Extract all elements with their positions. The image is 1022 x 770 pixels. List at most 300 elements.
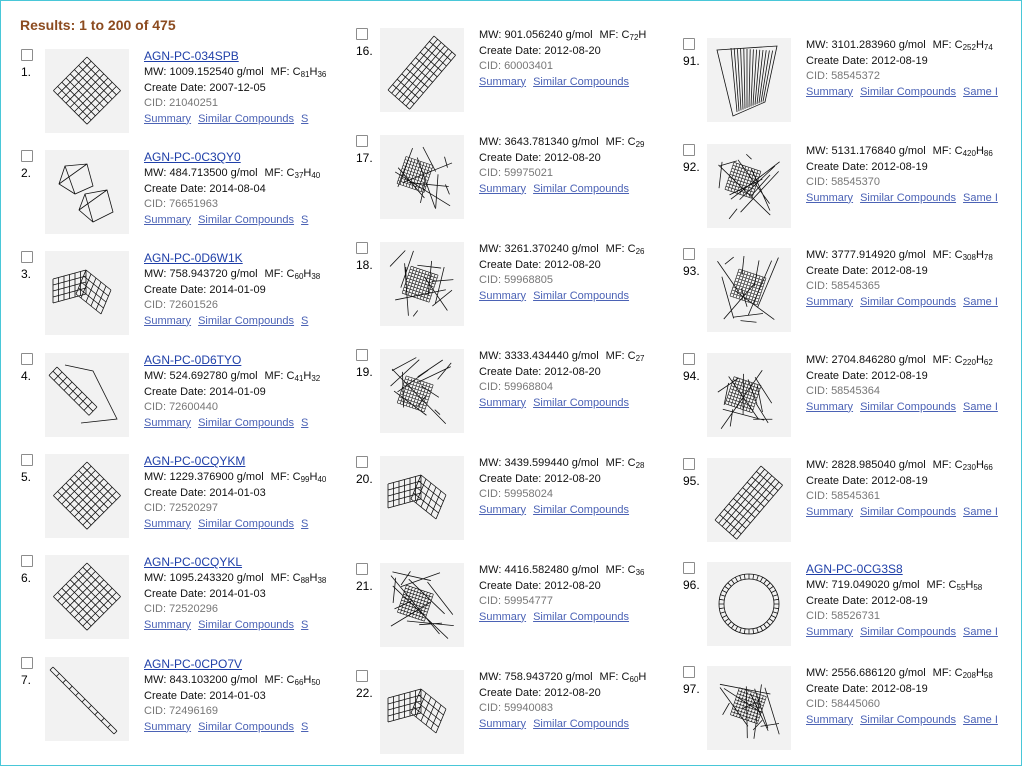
select-checkbox[interactable] [356, 563, 368, 575]
create-date: 2012-08-19 [871, 264, 928, 277]
cid-value: 59968804 [504, 381, 554, 393]
mw-label: MW: [479, 671, 505, 683]
result-number: 97. [683, 682, 700, 696]
result-record [356, 135, 686, 235]
result-record [356, 456, 686, 556]
molecular-weight: 758.943720 g/mol [504, 671, 593, 683]
record-info [806, 458, 998, 520]
mw-label: MW: [806, 354, 832, 366]
structure-thumbnail[interactable] [707, 38, 791, 122]
structure-thumbnail[interactable] [380, 135, 464, 219]
summary-link[interactable]: Summary [144, 213, 192, 226]
molecule-structure-image [380, 349, 464, 433]
similar-link[interactable]: Similar Compounds [860, 295, 957, 308]
cid-value: 58545361 [831, 490, 881, 502]
similar-link[interactable]: Similar Compounds [860, 625, 957, 638]
summary-link[interactable]: Summary [806, 713, 854, 726]
mf-label: MF: [605, 243, 628, 255]
result-number: 92. [683, 160, 700, 174]
summary-link[interactable]: Summary [144, 314, 192, 327]
mf-label: MF: [605, 350, 628, 362]
molecular-weight: 901.056240 g/mol [504, 29, 593, 41]
mw-label: MW: [806, 459, 832, 471]
record-links [144, 314, 316, 330]
molecular-weight: 843.103200 g/mol [169, 674, 258, 686]
record-links [479, 75, 640, 91]
molecular-formula: $C_{220}H_{62}$ [954, 354, 993, 367]
create-date: 2012-08-19 [871, 474, 928, 487]
result-number: 93. [683, 264, 700, 278]
cid-line: CID: 58445060 [806, 698, 881, 710]
mf-label: MF: [264, 167, 287, 179]
similar-link[interactable]: Similar Compounds [533, 717, 630, 730]
summary-link[interactable]: Summary [806, 295, 854, 308]
record-info [144, 454, 327, 532]
cid-value: 72496169 [169, 705, 219, 717]
molecule-structure-image [380, 670, 464, 754]
select-checkbox[interactable] [356, 135, 368, 147]
mw-label: MW: [806, 579, 832, 591]
mf-label: MF: [599, 29, 622, 41]
molecular-weight: 719.049020 g/mol [831, 579, 920, 591]
select-checkbox[interactable] [683, 144, 695, 156]
cid-line: CID: 58545364 [806, 385, 881, 397]
mw-mf-line [806, 458, 993, 474]
select-checkbox[interactable] [683, 248, 695, 260]
summary-link[interactable]: Summary [806, 191, 854, 204]
result-number: 18. [356, 258, 373, 272]
mf-label: MF: [926, 579, 949, 591]
result-record [683, 144, 1013, 244]
mw-label: MW: [144, 167, 170, 179]
result-number: 21. [356, 579, 373, 593]
molecule-structure-image [380, 242, 464, 326]
s-link[interactable]: S [301, 112, 309, 125]
select-checkbox[interactable] [21, 657, 33, 669]
structure-thumbnail[interactable] [45, 657, 129, 741]
molecule-structure-image [380, 456, 464, 540]
select-checkbox[interactable] [356, 242, 368, 254]
same-link[interactable]: Same I [963, 295, 998, 308]
cid-value: 58445060 [831, 698, 881, 710]
structure-thumbnail[interactable] [707, 666, 791, 750]
molecular-weight: 2556.686120 g/mol [831, 667, 926, 679]
cid-line: CID: 58545372 [806, 70, 881, 82]
mw-label: MW: [479, 564, 505, 576]
similar-link[interactable]: Similar Compounds [198, 112, 295, 125]
cid-value: 59975021 [504, 167, 554, 179]
molecular-formula: $C_{420}H_{86}$ [954, 145, 993, 158]
cid-line: CID: 58526731 [806, 610, 881, 622]
cid-value: 58545364 [831, 385, 881, 397]
similar-link[interactable]: Similar Compounds [533, 396, 630, 409]
molecule-structure-image [45, 49, 129, 133]
cid-line: CID: 59968804 [479, 381, 554, 393]
similar-link[interactable]: Similar Compounds [533, 503, 630, 516]
select-checkbox[interactable] [356, 349, 368, 361]
cid-value: 59954777 [504, 595, 554, 607]
select-checkbox[interactable] [683, 666, 695, 678]
structure-thumbnail[interactable] [45, 150, 129, 234]
select-checkbox[interactable] [21, 251, 33, 263]
molecule-structure-image [707, 144, 791, 228]
structure-thumbnail[interactable] [380, 456, 464, 540]
molecular-formula: $C_{41}H_{32}$ [286, 370, 321, 383]
summary-link[interactable]: Summary [144, 112, 192, 125]
record-info [806, 248, 998, 310]
create-date: 2012-08-20 [544, 258, 601, 271]
molecular-weight: 3777.914920 g/mol [831, 249, 926, 261]
mf-label: MF: [932, 39, 955, 51]
similar-link[interactable]: Similar Compounds [860, 505, 957, 518]
similar-link[interactable]: Similar Compounds [198, 720, 295, 733]
record-info [479, 563, 645, 625]
summary-link[interactable]: Summary [144, 720, 192, 733]
mw-mf-line [144, 571, 327, 587]
summary-link[interactable]: Summary [479, 610, 527, 623]
result-record [21, 353, 351, 453]
same-link[interactable]: Same I [963, 400, 998, 413]
mw-mf-line [479, 242, 645, 258]
molecular-weight: 524.692780 g/mol [169, 370, 258, 382]
mf-label: MF: [599, 671, 622, 683]
result-record [356, 670, 686, 770]
result-record [683, 458, 1013, 558]
record-info [144, 251, 321, 329]
molecular-formula: $C_{36}$ [627, 564, 645, 577]
mw-label: MW: [479, 350, 505, 362]
structure-thumbnail[interactable] [45, 555, 129, 639]
cid-value: 76651963 [169, 198, 219, 210]
mw-mf-line [479, 135, 645, 151]
molecular-weight: 1009.152540 g/mol [169, 66, 264, 78]
summary-link[interactable]: Summary [806, 505, 854, 518]
similar-link[interactable]: Similar Compounds [860, 191, 957, 204]
mw-mf-line [144, 166, 321, 182]
select-checkbox[interactable] [683, 562, 695, 574]
select-checkbox[interactable] [21, 454, 33, 466]
summary-link[interactable]: Summary [806, 400, 854, 413]
same-link[interactable]: Same I [963, 191, 998, 204]
select-checkbox[interactable] [356, 670, 368, 682]
result-record [21, 49, 351, 149]
molecular-weight: 3261.370240 g/mol [504, 243, 599, 255]
similar-link[interactable]: Similar Compounds [533, 75, 630, 88]
cid-line: CID: 58545365 [806, 280, 881, 292]
cid-value: 72520297 [169, 502, 219, 514]
mw-label: MW: [806, 39, 832, 51]
cid-line: CID: 72601526 [144, 299, 219, 311]
same-link[interactable]: Same I [963, 85, 998, 98]
result-record [683, 666, 1013, 766]
mw-mf-line [144, 470, 327, 486]
create-date-line: Create Date: 2014-08-04 [144, 182, 266, 195]
create-date: 2012-08-20 [544, 472, 601, 485]
select-checkbox[interactable] [21, 353, 33, 365]
create-date: 2012-08-20 [544, 579, 601, 592]
mw-mf-line [479, 456, 645, 472]
mf-label: MF: [264, 674, 287, 686]
create-date-line: Create Date: 2012-08-20 [479, 365, 601, 378]
record-links [806, 400, 998, 416]
cid-line: CID: 72520296 [144, 603, 219, 615]
structure-thumbnail[interactable] [707, 144, 791, 228]
structure-thumbnail[interactable] [380, 349, 464, 433]
molecule-structure-image [707, 666, 791, 750]
result-record [21, 150, 351, 250]
result-number: 95. [683, 474, 700, 488]
mf-label: MF: [270, 471, 293, 483]
record-info [144, 150, 321, 228]
record-links [144, 112, 316, 128]
result-number: 96. [683, 578, 700, 592]
mw-mf-line [806, 578, 984, 594]
compound-name-link[interactable]: AGN-PC-0C3QY0 [144, 150, 241, 164]
molecular-formula: $C_{308}H_{78}$ [954, 249, 993, 262]
record-links [806, 505, 998, 521]
similar-link[interactable]: Similar Compounds [533, 289, 630, 302]
mw-mf-line [479, 563, 645, 579]
cid-value: 58526731 [831, 610, 881, 622]
results-heading: Results: 1 to 200 of 475 [20, 17, 176, 33]
similar-link[interactable]: Similar Compounds [198, 517, 295, 530]
record-links [806, 191, 998, 207]
s-link[interactable]: S [301, 416, 309, 429]
structure-thumbnail[interactable] [45, 454, 129, 538]
result-record [21, 251, 351, 351]
cid-value: 60003401 [504, 60, 554, 72]
mf-label: MF: [264, 268, 287, 280]
structure-thumbnail[interactable] [707, 248, 791, 332]
molecule-structure-image [380, 28, 464, 112]
mw-label: MW: [806, 667, 832, 679]
s-link[interactable]: S [301, 213, 309, 226]
create-date: 2014-01-03 [209, 587, 266, 600]
create-date-line: Create Date: 2012-08-19 [806, 264, 928, 277]
select-checkbox[interactable] [21, 555, 33, 567]
similar-link[interactable]: Similar Compounds [860, 85, 957, 98]
cid-value: 58545365 [831, 280, 881, 292]
molecular-formula: $C_{55}H_{58}$ [948, 579, 983, 592]
select-checkbox[interactable] [21, 150, 33, 162]
create-date-line: Create Date: 2012-08-20 [479, 151, 601, 164]
summary-link[interactable]: Summary [479, 289, 527, 302]
s-link[interactable]: S [301, 720, 309, 733]
summary-link[interactable]: Summary [806, 85, 854, 98]
similar-link[interactable]: Similar Compounds [533, 182, 630, 195]
summary-link[interactable]: Summary [479, 396, 527, 409]
structure-thumbnail[interactable] [707, 458, 791, 542]
result-number: 91. [683, 54, 700, 68]
summary-link[interactable]: Summary [479, 717, 527, 730]
mw-mf-line [479, 28, 647, 44]
cid-line: CID: 59940083 [479, 702, 554, 714]
record-info [479, 242, 645, 304]
similar-link[interactable]: Similar Compounds [198, 416, 295, 429]
structure-thumbnail[interactable] [45, 353, 129, 437]
compound-name-link[interactable]: AGN-PC-0D6W1K [144, 251, 243, 265]
mw-label: MW: [479, 457, 505, 469]
create-date: 2012-08-19 [871, 682, 928, 695]
create-date: 2012-08-19 [871, 369, 928, 382]
mf-label: MF: [932, 249, 955, 261]
mf-label: MF: [264, 370, 287, 382]
create-date: 2012-08-19 [871, 54, 928, 67]
s-link[interactable]: S [301, 517, 309, 530]
structure-thumbnail[interactable] [380, 28, 464, 112]
create-date: 2012-08-19 [871, 160, 928, 173]
mw-mf-line [144, 65, 327, 81]
record-links [144, 213, 316, 229]
similar-link[interactable]: Similar Compounds [198, 213, 295, 226]
molecular-weight: 3333.434440 g/mol [504, 350, 599, 362]
summary-link[interactable]: Summary [479, 182, 527, 195]
similar-link[interactable]: Similar Compounds [533, 610, 630, 623]
similar-link[interactable]: Similar Compounds [860, 400, 957, 413]
select-checkbox[interactable] [683, 38, 695, 50]
create-date-line: Create Date: 2012-08-19 [806, 369, 928, 382]
create-date: 2014-01-03 [209, 486, 266, 499]
molecular-formula: $C_{72}H$ [621, 29, 647, 42]
structure-thumbnail[interactable] [45, 49, 129, 133]
mw-label: MW: [144, 66, 170, 78]
record-info [479, 670, 647, 732]
record-links [479, 289, 640, 305]
create-date: 2014-01-09 [209, 283, 266, 296]
record-links [479, 717, 640, 733]
compound-name-link[interactable]: AGN-PC-034SPB [144, 49, 239, 63]
s-link[interactable]: S [301, 618, 309, 631]
cid-line: CID: 60003401 [479, 60, 554, 72]
same-link[interactable]: Same I [963, 625, 998, 638]
molecule-structure-image [45, 150, 129, 234]
molecular-formula: $C_{60}H$ [621, 671, 647, 684]
s-link[interactable]: S [301, 314, 309, 327]
structure-thumbnail[interactable] [380, 242, 464, 326]
structure-thumbnail[interactable] [380, 563, 464, 647]
mw-mf-line [806, 38, 993, 54]
result-record [356, 242, 686, 342]
result-record [683, 248, 1013, 348]
same-link[interactable]: Same I [963, 713, 998, 726]
mf-label: MF: [932, 145, 955, 157]
mw-label: MW: [806, 249, 832, 261]
record-info [479, 135, 645, 197]
record-links [806, 295, 998, 311]
structure-thumbnail[interactable] [380, 670, 464, 754]
result-record [683, 38, 1013, 138]
create-date-line: Create Date: 2007-12-05 [144, 81, 266, 94]
create-date-line: Create Date: 2012-08-20 [479, 686, 601, 699]
create-date-line: Create Date: 2014-01-03 [144, 689, 266, 702]
create-date: 2007-12-05 [209, 81, 266, 94]
compound-name-link[interactable]: AGN-PC-0D6TYO [144, 353, 242, 367]
molecule-structure-image [380, 135, 464, 219]
molecule-structure-image [45, 657, 129, 741]
structure-thumbnail[interactable] [707, 562, 791, 646]
result-record [356, 563, 686, 663]
compound-name-link[interactable]: AGN-PC-0CG3S8 [806, 562, 903, 576]
record-info [806, 38, 998, 100]
cid-value: 72601526 [169, 299, 219, 311]
create-date-line: Create Date: 2014-01-09 [144, 283, 266, 296]
create-date-line: Create Date: 2012-08-19 [806, 160, 928, 173]
summary-link[interactable]: Summary [144, 517, 192, 530]
result-number: 20. [356, 472, 373, 486]
cid-line: CID: 59968805 [479, 274, 554, 286]
record-links [479, 396, 640, 412]
mf-label: MF: [932, 354, 955, 366]
cid-line: CID: 59975021 [479, 167, 554, 179]
create-date: 2012-08-19 [871, 594, 928, 607]
record-links [479, 610, 640, 626]
similar-link[interactable]: Similar Compounds [198, 314, 295, 327]
molecular-formula: $C_{81}H_{36}$ [292, 66, 327, 79]
summary-link[interactable]: Summary [144, 416, 192, 429]
result-record [21, 657, 351, 757]
record-links [479, 503, 640, 519]
result-record [21, 454, 351, 554]
molecule-structure-image [45, 454, 129, 538]
select-checkbox[interactable] [683, 458, 695, 470]
molecule-structure-image [45, 251, 129, 335]
create-date-line: Create Date: 2014-01-09 [144, 385, 266, 398]
create-date-line: Create Date: 2012-08-20 [479, 258, 601, 271]
record-links [479, 182, 640, 198]
summary-link[interactable]: Summary [479, 503, 527, 516]
similar-link[interactable]: Similar Compounds [860, 713, 957, 726]
compound-name-link[interactable]: AGN-PC-0CQYKM [144, 454, 246, 468]
create-date-line: Create Date: 2014-01-03 [144, 587, 266, 600]
result-number: 7. [21, 673, 32, 687]
record-links [806, 85, 998, 101]
mw-mf-line [806, 353, 993, 369]
structure-thumbnail[interactable] [707, 353, 791, 437]
structure-thumbnail[interactable] [45, 251, 129, 335]
summary-link[interactable]: Summary [479, 75, 527, 88]
similar-link[interactable]: Similar Compounds [198, 618, 295, 631]
mw-label: MW: [479, 136, 505, 148]
select-checkbox[interactable] [356, 28, 368, 40]
select-checkbox[interactable] [683, 353, 695, 365]
compound-name-link[interactable]: AGN-PC-0CPO7V [144, 657, 243, 671]
select-checkbox[interactable] [356, 456, 368, 468]
compound-name-link[interactable]: AGN-PC-0CQYKL [144, 555, 243, 569]
result-record [356, 28, 686, 128]
record-info [144, 49, 327, 127]
molecular-weight: 3439.599440 g/mol [504, 457, 599, 469]
record-info [144, 555, 327, 633]
record-links [806, 625, 998, 641]
cid-line: CID: 58545361 [806, 490, 881, 502]
mw-mf-line [806, 666, 993, 682]
cid-value: 58545372 [831, 70, 881, 82]
create-date: 2014-01-09 [209, 385, 266, 398]
create-date-line: Create Date: 2012-08-19 [806, 54, 928, 67]
summary-link[interactable]: Summary [806, 625, 854, 638]
summary-link[interactable]: Summary [144, 618, 192, 631]
create-date: 2012-08-20 [544, 151, 601, 164]
mw-label: MW: [479, 243, 505, 255]
molecular-formula: $C_{28}$ [627, 457, 645, 470]
same-link[interactable]: Same I [963, 505, 998, 518]
mw-mf-line [479, 670, 647, 686]
cid-value: 58545370 [831, 176, 881, 188]
result-record [683, 353, 1013, 453]
cid-line: CID: 76651963 [144, 198, 219, 210]
select-checkbox[interactable] [21, 49, 33, 61]
result-number: 19. [356, 365, 373, 379]
